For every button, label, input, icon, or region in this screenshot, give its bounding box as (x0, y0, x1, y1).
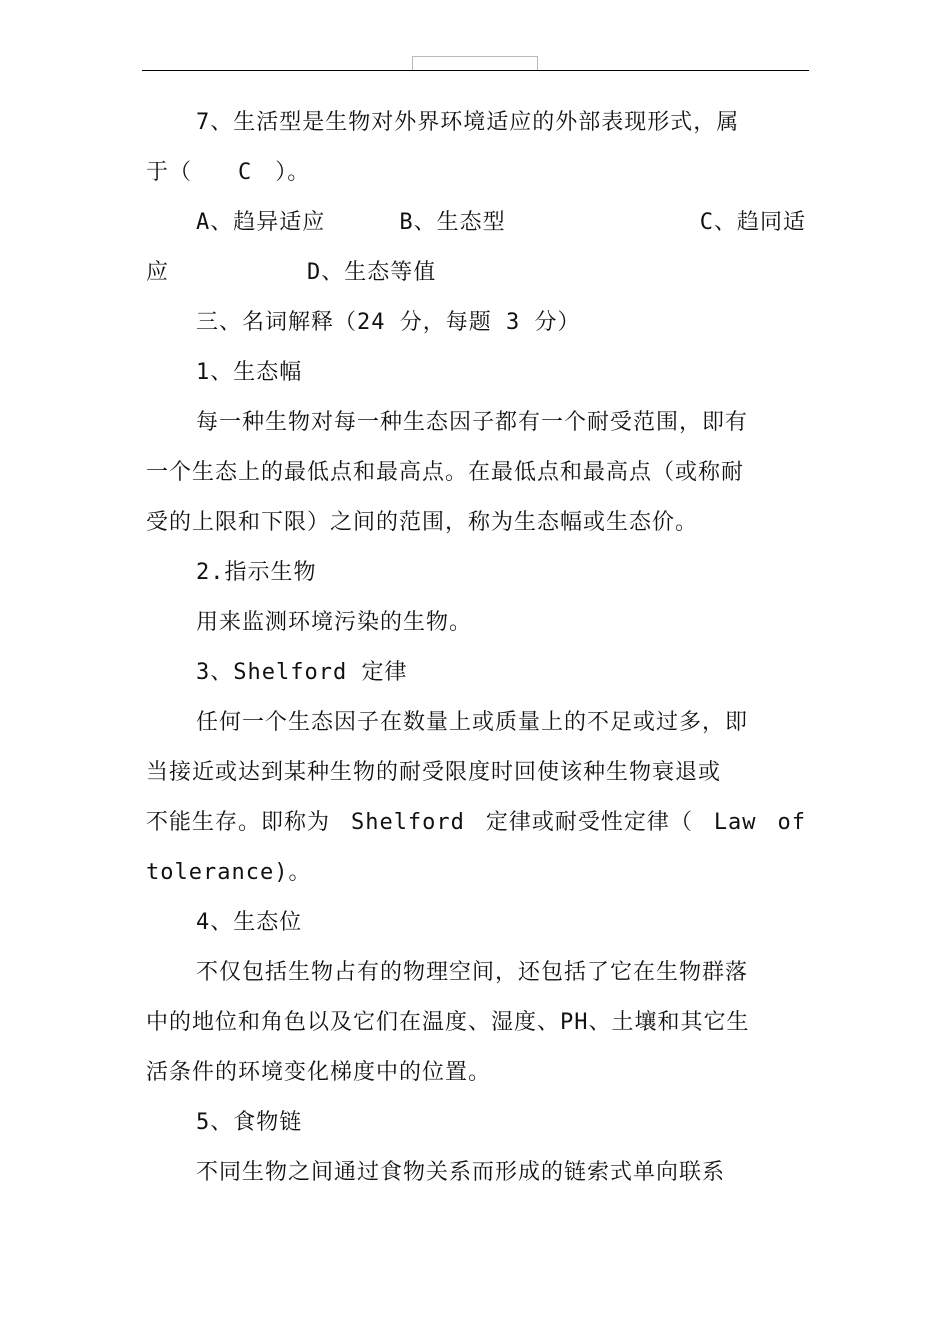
term-3-line-2: 当接近或达到某种生物的耐受限度时回使该种生物衰退或 (146, 760, 722, 785)
question-7-options-row (146, 198, 806, 248)
term-4-line-2: 中的地位和角色以及它们在温度、湿度、PH、土壤和其它生 (146, 1010, 750, 1035)
term-1-line-1: 每一种生物对每一种生态因子都有一个耐受范围，即有 (196, 410, 749, 435)
term-1-line-2: 一个生态上的最低点和最高点。在最低点和最高点（或称耐 (146, 460, 745, 485)
term-3-title: 3、Shelford 定律 (196, 660, 408, 685)
term-4-line-1: 不仅包括生物占有的物理空间，还包括了它在生物群落 (196, 960, 749, 985)
term-5-title: 5、食物链 (196, 1110, 303, 1135)
question-7-line-4: 应 D、生态等值 (146, 260, 437, 285)
term-3-line-3 (146, 798, 806, 848)
term-3-line-3-part-3: 定律或耐受性定律（ (485, 810, 693, 835)
term-3-line-3-part-1: 不能生存。即称为 (146, 810, 331, 835)
question-7-line-2: 于（ C ）。 (146, 160, 311, 185)
option-a: A、趋异适应 (196, 210, 326, 235)
header-rule (142, 70, 809, 71)
term-3-line-3-part-4: Law (713, 810, 757, 835)
term-2-title: 2.指示生物 (196, 560, 317, 585)
term-1-line-3: 受的上限和下限）之间的范围，称为生态幅或生态价。 (146, 510, 699, 535)
header-tab (412, 56, 538, 71)
term-3-line-1: 任何一个生态因子在数量上或质量上的不足或过多，即 (196, 710, 749, 735)
term-4-line-3: 活条件的环境变化梯度中的位置。 (146, 1060, 492, 1085)
term-1-title: 1、生态幅 (196, 360, 303, 385)
document-body (146, 98, 806, 1198)
term-5-line-1: 不同生物之间通过食物关系而形成的链索式单向联系 (196, 1160, 726, 1185)
option-b: B、生态型 (399, 210, 506, 235)
question-7-line-1: 7、生活型是生物对外界环境适应的外部表现形式，属 (196, 110, 740, 135)
term-2-line-1: 用来监测环境污染的生物。 (196, 610, 473, 635)
term-3-line-4: tolerance)。 (146, 860, 312, 885)
term-3-line-3-part-5: of (777, 810, 806, 835)
option-c: C、趋同适 (699, 210, 806, 235)
section-3-heading: 三、名词解释（24 分，每题 3 分） (196, 310, 581, 335)
term-3-line-3-part-2: Shelford (350, 810, 465, 835)
term-4-title: 4、生态位 (196, 910, 303, 935)
